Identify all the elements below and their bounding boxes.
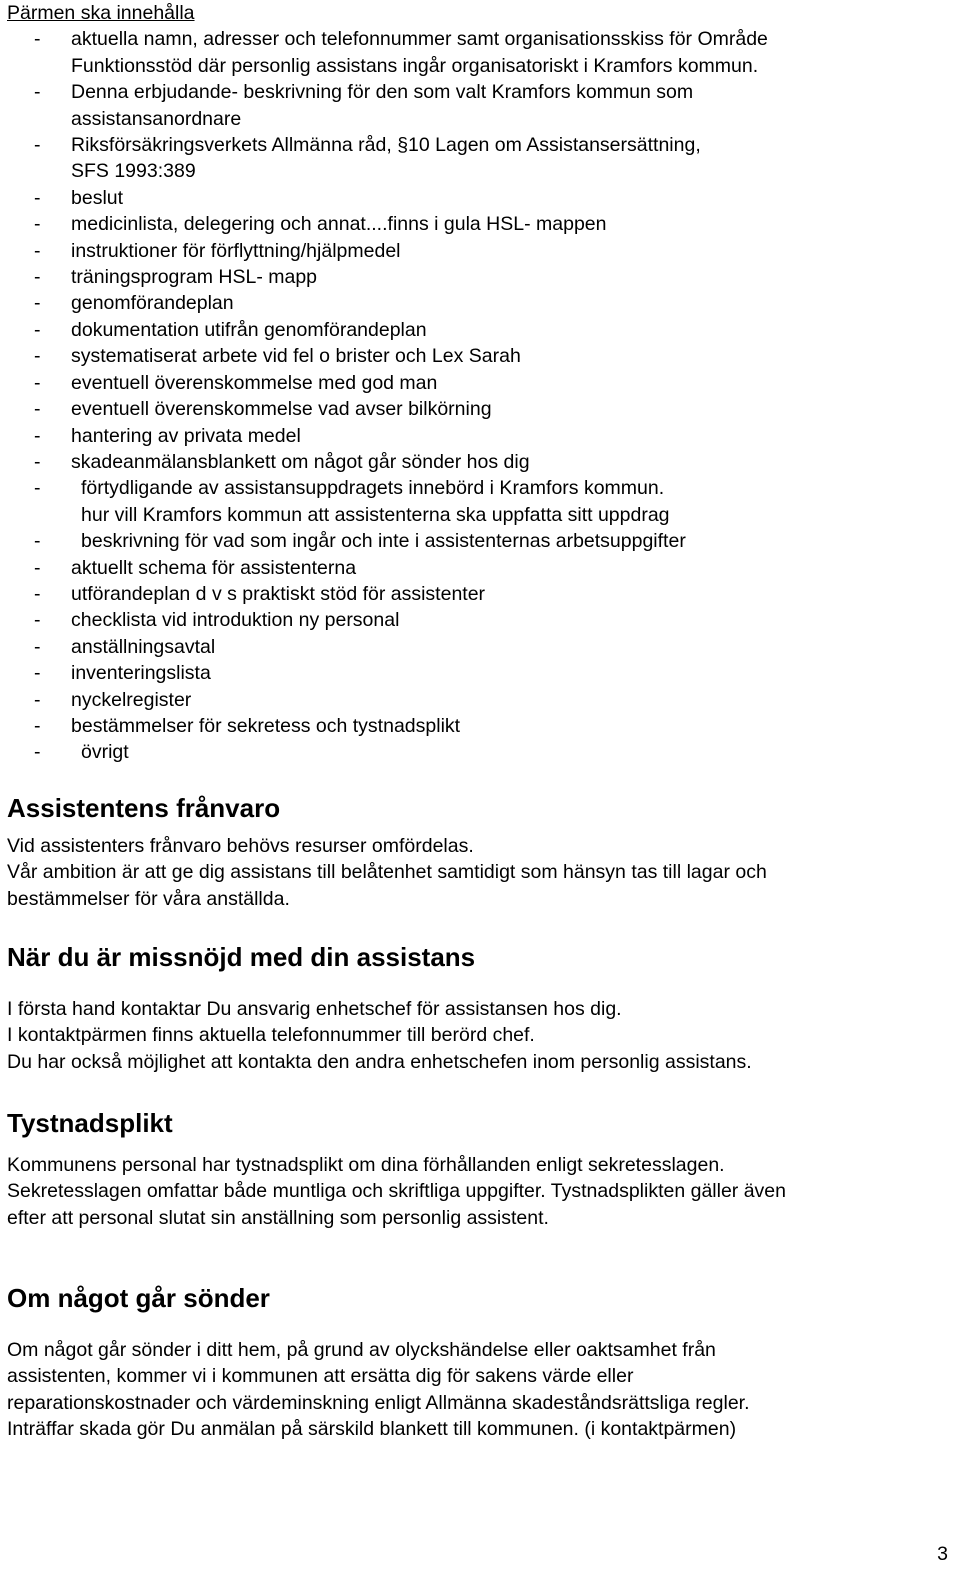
list-dash: -: [34, 186, 41, 209]
list-item-line: assistansanordnare: [71, 107, 242, 130]
list-dash: -: [34, 345, 41, 368]
list-item-line: aktuellt schema för assistenterna: [71, 556, 357, 579]
list-item-line: utförandeplan d v s praktiskt stöd för assistenter: [71, 582, 486, 605]
list-dash: -: [34, 582, 41, 605]
list-item-line: skadeanmälansblankett om något går sönder hos dig: [71, 450, 530, 473]
list-dash: -: [34, 662, 41, 685]
list-item: [7, 370, 953, 396]
list-dash: -: [34, 635, 41, 658]
paragraph-line: assistenten, kommer vi i kommunen att ersätta dig för sakens värde eller: [7, 1365, 634, 1388]
list-item-line: eventuell överenskommelse vad avser bilkörning: [71, 398, 492, 421]
list-item: [7, 660, 953, 686]
list-item: [7, 528, 953, 554]
list-item-line: övrigt: [81, 741, 129, 764]
list-item: [7, 264, 953, 290]
list-dash: -: [34, 741, 41, 764]
page-number: 3: [937, 1543, 948, 1565]
list-dash: -: [34, 688, 41, 711]
list-item-line: genomförandeplan: [71, 292, 234, 315]
list-item-line: Riksförsäkringsverkets Allmänna råd, §10 Lagen om Assistansersättning,: [71, 134, 701, 157]
list-item: [7, 26, 953, 79]
franvaro-section: [7, 792, 953, 912]
section-heading: Assistentens frånvaro: [7, 793, 281, 823]
list-item-line: Denna erbjudande- beskrivning för den som valt Kramfors kommun som: [71, 81, 694, 104]
list-item-line: beslut: [71, 186, 124, 209]
list-item-line: Funktionsstöd där personlig assistans ingår organisatoriskt i Kramfors kommun.: [71, 54, 759, 77]
list-dash: -: [34, 424, 41, 447]
list-dash: -: [34, 239, 41, 262]
list-item: [7, 343, 953, 369]
list-dash: -: [34, 530, 41, 553]
list-item: [7, 211, 953, 237]
list-item: [7, 423, 953, 449]
list-dash: -: [34, 292, 41, 315]
list-dash: -: [34, 266, 41, 289]
list-item: [7, 555, 953, 581]
list-item: [7, 739, 953, 765]
list-item: [7, 290, 953, 316]
list-item: [7, 475, 953, 501]
paragraph-line: Kommunens personal har tystnadsplikt om dina förhållanden enligt sekretesslagen.: [7, 1154, 725, 1176]
tystnadsplikt-section: [7, 1107, 953, 1231]
list-item-line: förtydligande av assistansuppdragets innebörd i Kramfors kommun.: [81, 477, 665, 500]
list-item: [7, 634, 953, 660]
list-item: [7, 687, 953, 713]
list-dash: -: [34, 477, 41, 500]
list-dash: -: [34, 134, 41, 157]
list-item-line: aktuella namn, adresser och telefonnummer samt organisationsskiss för Område: [71, 28, 768, 51]
list-item: [7, 713, 953, 739]
list-item: [7, 607, 953, 633]
paragraph-line: reparationskostnader och värdeminskning enligt Allmänna skadeståndsrättsliga regler.: [7, 1391, 750, 1414]
paragraph-line: Vår ambition är att ge dig assistans till belåtenhet samtidigt som hänsyn tas till lagar och: [7, 861, 767, 884]
list-dash: -: [34, 398, 41, 421]
paragraph-line: Du har också möjlighet att kontakta den andra enhetschefen inom personlig assistans.: [7, 1050, 752, 1073]
list-item-line: instruktioner för förflyttning/hjälpmedel: [71, 239, 401, 262]
list-item: [7, 132, 953, 185]
list-dash: -: [34, 81, 41, 104]
list-item-line: systematiserat arbete vid fel o brister och Lex Sarah: [71, 345, 521, 368]
list-item: [7, 449, 953, 475]
section-heading: När du är missnöjd med din assistans: [7, 942, 476, 972]
sonder-section: [7, 1282, 953, 1443]
parmen-title: Pärmen ska innehålla: [7, 2, 195, 24]
list-item: [7, 185, 953, 211]
paragraph-line: efter att personal slutat sin anställning som personlig assistent.: [7, 1206, 549, 1229]
list-continuation: hur vill Kramfors kommun att assistenterna ska uppfatta sitt uppdrag: [81, 503, 670, 526]
list-dash: -: [34, 318, 41, 341]
list-dash: -: [34, 556, 41, 579]
list-dash: -: [34, 609, 41, 632]
list-item-line: medicinlista, delegering och annat....finns i gula HSL- mappen: [71, 213, 607, 236]
list-dash: -: [34, 450, 41, 473]
list-item-line: beskrivning för vad som ingår och inte i assistenternas arbetsuppgifter: [81, 530, 686, 553]
list-item-line: nyckelregister: [71, 688, 192, 711]
list-item: [7, 79, 953, 132]
paragraph-line: Vid assistenters frånvaro behövs resurser omfördelas.: [7, 835, 474, 857]
paragraph-line: Inträffar skada gör Du anmälan på särskild blankett till kommunen. (i kontaktpärmen): [7, 1418, 737, 1441]
list-item-line: dokumentation utifrån genomförandeplan: [71, 318, 427, 341]
list-item-line: checklista vid introduktion ny personal: [71, 609, 400, 632]
paragraph-line: Sekretesslagen omfattar både muntliga och skriftliga uppgifter. Tystnadsplikten gäller även: [7, 1180, 787, 1203]
list-dash: -: [34, 714, 41, 737]
parmen-section: [7, 0, 953, 766]
paragraph-line: Om något går sönder i ditt hem, på grund av olyckshändelse eller oaktsamhet från: [7, 1339, 716, 1361]
list-item-line: anställningsavtal: [71, 635, 216, 658]
paragraph-line: I kontaktpärmen finns aktuella telefonnummer till berörd chef.: [7, 1024, 535, 1047]
list-item-line: inventeringslista: [71, 662, 211, 685]
list-item-line: hantering av privata medel: [71, 424, 301, 447]
list-dash: -: [34, 213, 41, 236]
paragraph-line: I första hand kontaktar Du ansvarig enhetschef för assistansen hos dig.: [7, 998, 622, 1020]
list-item-line: SFS 1993:389: [71, 160, 196, 183]
list-item-line: eventuell överenskommelse med god man: [71, 371, 438, 394]
missnojd-section: [7, 941, 953, 1075]
list-item: [7, 238, 953, 264]
list-item: [7, 581, 953, 607]
paragraph-line: bestämmelser för våra anställda.: [7, 887, 290, 910]
list-item-line: bestämmelser för sekretess och tystnadsplikt: [71, 714, 461, 737]
list-item: [7, 317, 953, 343]
list-dash: -: [34, 28, 41, 51]
section-heading: Om något går sönder: [7, 1283, 270, 1313]
list-item-line: träningsprogram HSL- mapp: [71, 266, 318, 289]
list-dash: -: [34, 371, 41, 394]
list-item: [7, 396, 953, 422]
section-heading: Tystnadsplikt: [7, 1108, 173, 1138]
